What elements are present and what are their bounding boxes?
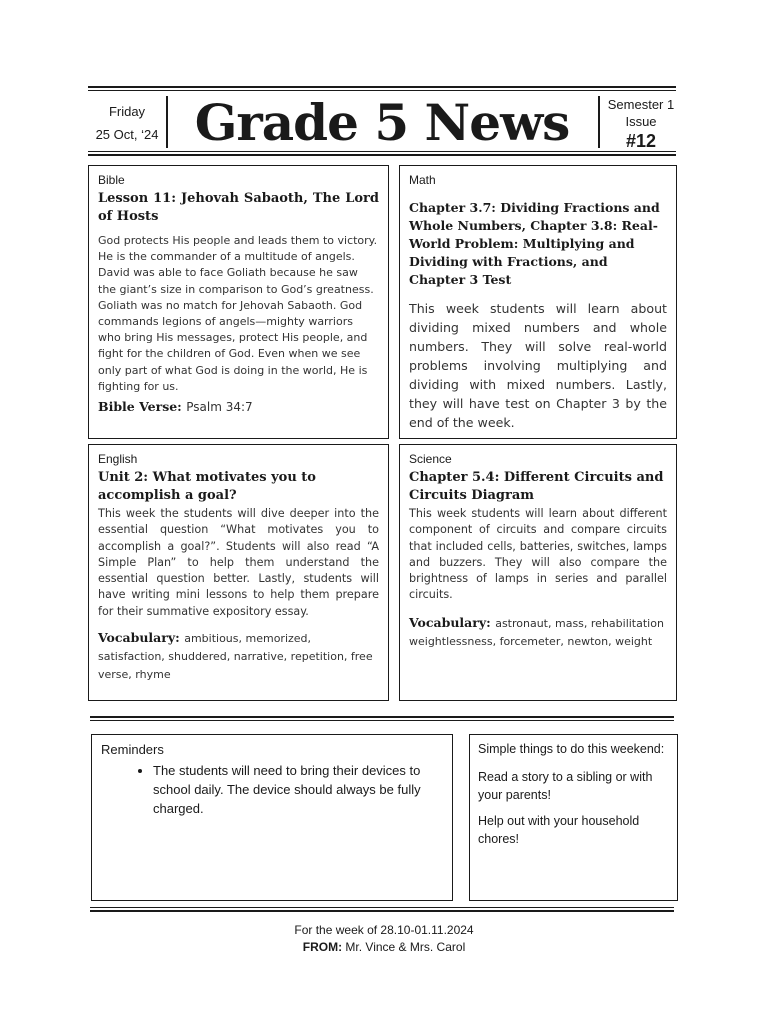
masthead-issue-label: Issue xyxy=(625,114,657,129)
science-heading: Chapter 5.4: Different Circuits and Circuits Diagram xyxy=(409,470,664,503)
weekend-item: Help out with your household chores! xyxy=(478,814,640,846)
masthead-semester: Semester 1 xyxy=(607,97,675,112)
science-subject: Science xyxy=(409,452,452,466)
footer-week: For the week of 28.10-01.11.2024 xyxy=(294,923,474,937)
english-body: This week the students will dive deeper into the essential question “What motivates you to accomplish a goal?”. Students will also read “A Simple Plan” to help them understand the essential question better. Lastly, students will have writing mini lessons to help them prepare for their summative expository essay. xyxy=(98,507,379,618)
section-divider-bottom-thick xyxy=(90,910,674,912)
masthead-issue-block xyxy=(600,96,682,152)
english-heading: Unit 2: What motivates you to accomplish a goal? xyxy=(98,470,316,503)
section-divider-top-thin xyxy=(90,720,674,721)
weekend-item: Read a story to a sibling or with your parents! xyxy=(478,770,653,802)
section-divider-top xyxy=(90,716,674,718)
footer xyxy=(0,922,768,956)
masthead-date-block xyxy=(88,100,166,146)
bible-heading: Lesson 11: Jehovah Sabaoth, The Lord of Hosts xyxy=(98,191,379,224)
math-heading: Chapter 3.7: Dividing Fractions and Whole Numbers, Chapter 3.8: Real-World Problem: Multiplying and Dividing with Fractions, and Chapter 3 Test xyxy=(409,200,660,287)
bible-subject: Bible xyxy=(98,173,125,187)
english-vocab-words: ambitious, memorized, satisfaction, shuddered, narrative, repetition, free verse, rhyme xyxy=(98,632,373,682)
weekend-title: Simple things to do this weekend: xyxy=(478,742,665,756)
science-section xyxy=(399,444,677,701)
masthead-day: Friday xyxy=(108,104,146,119)
science-body: This week students will learn about different component of circuits and compare circuits that included cells, batteries, switches, lamps and buzzers. They will also compare the brightness of lamps in series and parallel circuits. xyxy=(409,507,667,602)
english-section xyxy=(88,444,389,701)
footer-from-names: Mr. Vince & Mrs. Carol xyxy=(342,940,466,954)
science-vocab-words: astronaut, mass, rehabilitation weightlessness, forcemeter, newton, weight xyxy=(409,616,664,648)
bible-verse: Psalm 34:7 xyxy=(186,400,253,415)
section-divider-bottom xyxy=(90,907,674,908)
reminder-item: • The students will need to bring their devices to school daily. The device should always be fully charged. xyxy=(153,761,443,818)
reminders-list xyxy=(101,761,443,818)
science-vocab xyxy=(409,614,667,650)
bible-section xyxy=(88,165,389,439)
bible-body: God protects His people and leads them to victory. He is the commander of a multitude of angels. David was able to face Goliath because he saw the giant’s size in comparison to God’s greatness. Goliath was no match for Jehovah Sabaoth. God commands legions of angels—mighty warriors who bring His messages, protect His people, and fight for the children of God. Even when we see only part of what God is doing in the world, He is fighting for us. xyxy=(98,234,378,393)
bible-verse-label: Bible Verse: xyxy=(98,399,182,415)
science-vocab-label: Vocabulary: xyxy=(409,614,491,630)
reminders-title: Reminders xyxy=(101,742,164,757)
math-subject: Math xyxy=(409,173,436,187)
weekend-box xyxy=(469,734,678,901)
math-body: This week students will learn about dividing mixed numbers and whole numbers. They will solve real-world problems involving multiplying and dividing with mixed numbers. Lastly, they will have test on Chapter 3 by the end of the week. xyxy=(409,301,667,430)
footer-from xyxy=(0,939,768,956)
english-vocab-label: Vocabulary: xyxy=(98,630,180,646)
masthead-issue-number: #12 xyxy=(625,131,657,151)
page-title: Grade 5 News xyxy=(194,93,570,152)
english-subject: English xyxy=(98,452,138,466)
english-vocab xyxy=(98,629,379,683)
reminders-box xyxy=(91,734,453,901)
bible-verse-line xyxy=(98,398,379,416)
math-section xyxy=(399,165,677,439)
masthead-date: 25 Oct, ‘24 xyxy=(95,127,159,142)
footer-from-label: FROM: xyxy=(302,940,343,954)
